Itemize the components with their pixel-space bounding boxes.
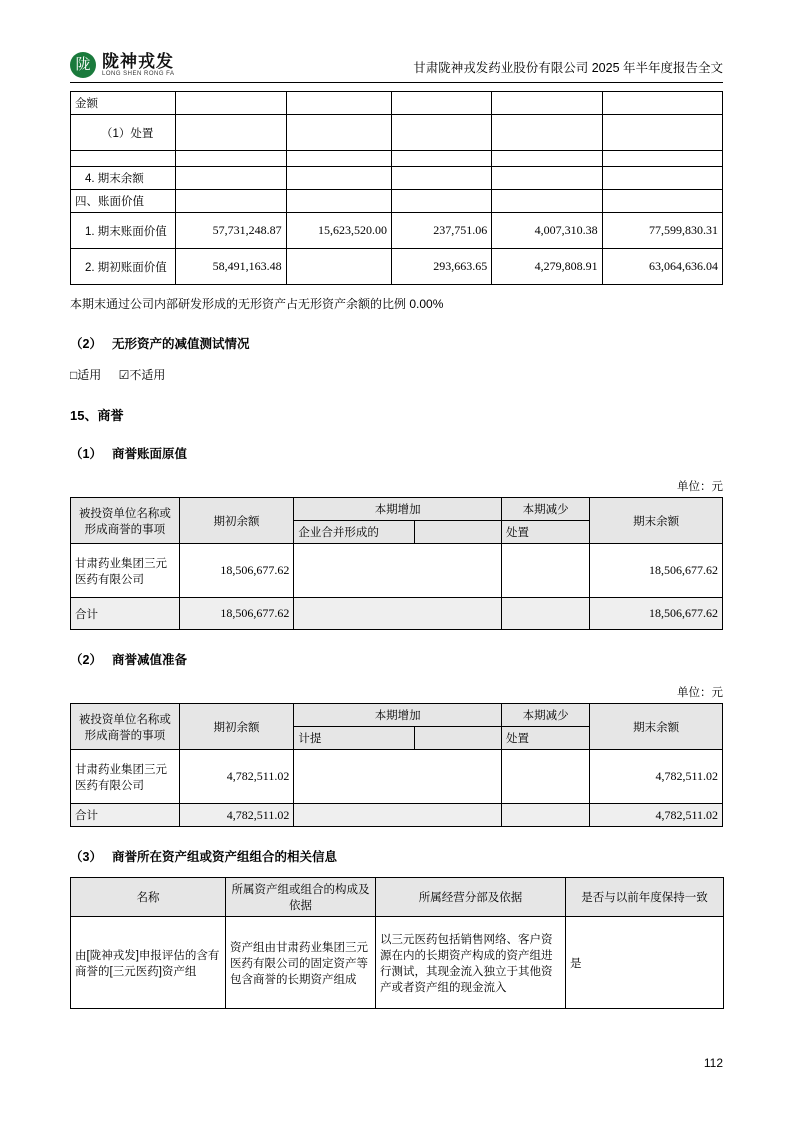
subcol-header-merger: 企业合并形成的 [294,521,415,544]
applicable-checkbox[interactable]: □适用 [70,368,102,383]
subcol-header-blank [415,521,502,544]
row-increase [294,750,502,804]
row-entity-name: 合计 [71,804,180,827]
row-cell [176,151,286,167]
row-increase [294,598,502,630]
table-row [71,190,723,213]
row-asset-group-name: 由[陇神戎发]申报评估的含有商誉的[三元医药]资产组 [71,917,226,1009]
row-entity-name: 合计 [71,598,180,630]
row-asset-group-composition: 资产组由甘肃药业集团三元医药有限公司的固定资产等包含商誉的长期资产组成 [226,917,376,1009]
intangible-assets-table [70,91,723,285]
row-end-balance: 4,782,511.02 [590,750,723,804]
row-cell [492,190,602,213]
subcol-header-disposal: 处置 [502,521,590,544]
impairment-test-index: （2） [70,337,102,352]
row-label: 1. 期末账面价值 [71,213,176,249]
col-header-decrease: 本期减少 [502,498,590,521]
row-label: 2. 期初账面价值 [71,249,176,285]
goodwill-cost-unit: 单位：元 [677,481,723,494]
row-cell: 57,731,248.87 [176,213,286,249]
row-cell [492,151,602,167]
row-begin-balance: 4,782,511.02 [179,750,294,804]
row-end-balance: 4,782,511.02 [590,804,723,827]
table-row [71,917,724,1009]
table-row [71,544,723,598]
col-header-segment: 所属经营分部及依据 [376,878,566,917]
row-cell [602,151,722,167]
col-header-increase: 本期增加 [294,704,502,727]
row-cell [391,151,491,167]
table-row [71,151,723,167]
row-increase [294,804,502,827]
col-header-name: 名称 [71,878,226,917]
col-header-decrease: 本期减少 [502,704,590,727]
goodwill-impairment-unit: 单位：元 [677,687,723,700]
row-label: 四、账面价值 [71,190,176,213]
row-cell [391,115,491,151]
goodwill-cost-table [70,497,723,630]
intangible-assets-table-wrap [70,91,723,285]
company-logo [70,52,175,78]
row-cell [286,92,391,115]
goodwill-cost-title: 商誉账面原值 [111,447,187,462]
table-header-row [71,878,724,917]
page-content [70,38,723,1009]
impairment-test-title: 无形资产的减值测试情况 [111,337,250,352]
table-row [71,804,723,827]
row-cell: 293,663.65 [391,249,491,285]
table-row [71,249,723,285]
row-decrease [502,598,590,630]
subcol-header-disposal: 处置 [502,727,590,750]
col-header-increase: 本期增加 [294,498,502,521]
goodwill-cost-index: （1） [70,447,102,462]
table-row [71,598,723,630]
row-cell [286,249,391,285]
row-asset-group-consistent: 是 [566,917,724,1009]
goodwill-asset-group-table [70,877,724,1009]
table-row [71,115,723,151]
row-cell: 4,279,808.91 [492,249,602,285]
internal-rd-note: 本期末通过公司内部研发形成的无形资产占无形资产余额的比例 0.00% [70,297,444,311]
logo-english-name: LONG SHEN RONG FA [102,70,175,77]
row-cell [602,115,722,151]
col-header-begin: 期初余额 [179,498,294,544]
impairment-test-subheading [70,334,723,352]
goodwill-cost-subheading [70,444,723,462]
subcol-header-blank [415,727,502,750]
col-header-end: 期末余额 [590,498,723,544]
goodwill-impairment-subheading [70,650,723,668]
page-header [70,38,723,78]
row-cell [391,190,491,213]
row-cell [391,167,491,190]
logo-text [102,53,175,77]
table-row [71,92,723,115]
row-cell [176,92,286,115]
row-cell [286,115,391,151]
row-cell: 58,491,163.48 [176,249,286,285]
row-decrease [502,544,590,598]
row-begin-balance: 4,782,511.02 [179,804,294,827]
page-number: 112 [703,1056,723,1070]
row-label [71,151,176,167]
row-cell [176,167,286,190]
row-cell [602,167,722,190]
logo-mark-icon: 陇 [70,52,96,78]
row-cell: 63,064,636.04 [602,249,722,285]
col-header-entity: 被投资单位名称或形成商誉的事项 [71,498,180,544]
row-cell [492,167,602,190]
row-entity-name: 甘肃药业集团三元医药有限公司 [71,544,180,598]
row-cell [602,190,722,213]
row-label: 金额 [71,92,176,115]
table-header-row [71,704,723,727]
subcol-header-provision: 计提 [294,727,415,750]
row-increase [294,544,502,598]
row-cell [492,92,602,115]
header-divider [70,82,723,83]
row-cell [286,190,391,213]
row-cell [391,92,491,115]
col-header-consistency: 是否与以前年度保持一致 [566,878,724,917]
row-decrease [502,750,590,804]
col-header-begin: 期初余额 [179,704,294,750]
logo-chinese-name: 陇神戎发 [102,51,174,71]
row-cell [176,190,286,213]
not-applicable-checkbox[interactable]: ☑不适用 [118,368,166,383]
row-cell [286,167,391,190]
row-decrease [502,804,590,827]
table-row [71,167,723,190]
row-begin-balance: 18,506,677.62 [179,544,294,598]
goodwill-asset-group-subheading [70,847,723,865]
row-asset-group-segment: 以三元医药包括销售网络、客户资源在内的长期资产构成的资产组进行测试，其现金流入独立于其他资产或者资产组的现金流入 [376,917,566,1009]
row-cell: 237,751.06 [391,213,491,249]
goodwill-asset-group-index: （3） [70,850,102,865]
row-begin-balance: 18,506,677.62 [179,598,294,630]
row-cell: 77,599,830.31 [602,213,722,249]
row-cell: 4,007,310.38 [492,213,602,249]
row-label: 4. 期末余额 [71,167,176,190]
header-report-title: 甘肃陇神戎发药业股份有限公司 2025 年半年度报告全文 [413,61,723,75]
table-header-row [71,498,723,521]
row-entity-name: 甘肃药业集团三元医药有限公司 [71,750,180,804]
row-cell [176,115,286,151]
col-header-composition: 所属资产组或组合的构成及依据 [226,878,376,917]
table-row [71,213,723,249]
col-header-end: 期末余额 [590,704,723,750]
goodwill-impairment-table [70,703,723,827]
goodwill-impairment-title: 商誉减值准备 [111,653,187,668]
row-label: （1）处置 [71,115,176,151]
col-header-entity: 被投资单位名称或形成商誉的事项 [71,704,180,750]
goodwill-asset-group-title: 商誉所在资产组或资产组组合的相关信息 [111,850,337,865]
goodwill-impairment-index: （2） [70,653,102,668]
goodwill-section-heading: 15、商誉 [70,408,124,424]
row-cell [286,151,391,167]
row-cell [492,115,602,151]
row-cell: 15,623,520.00 [286,213,391,249]
row-end-balance: 18,506,677.62 [590,544,723,598]
row-cell [602,92,722,115]
table-row [71,750,723,804]
row-end-balance: 18,506,677.62 [590,598,723,630]
impairment-applicability [70,366,723,383]
